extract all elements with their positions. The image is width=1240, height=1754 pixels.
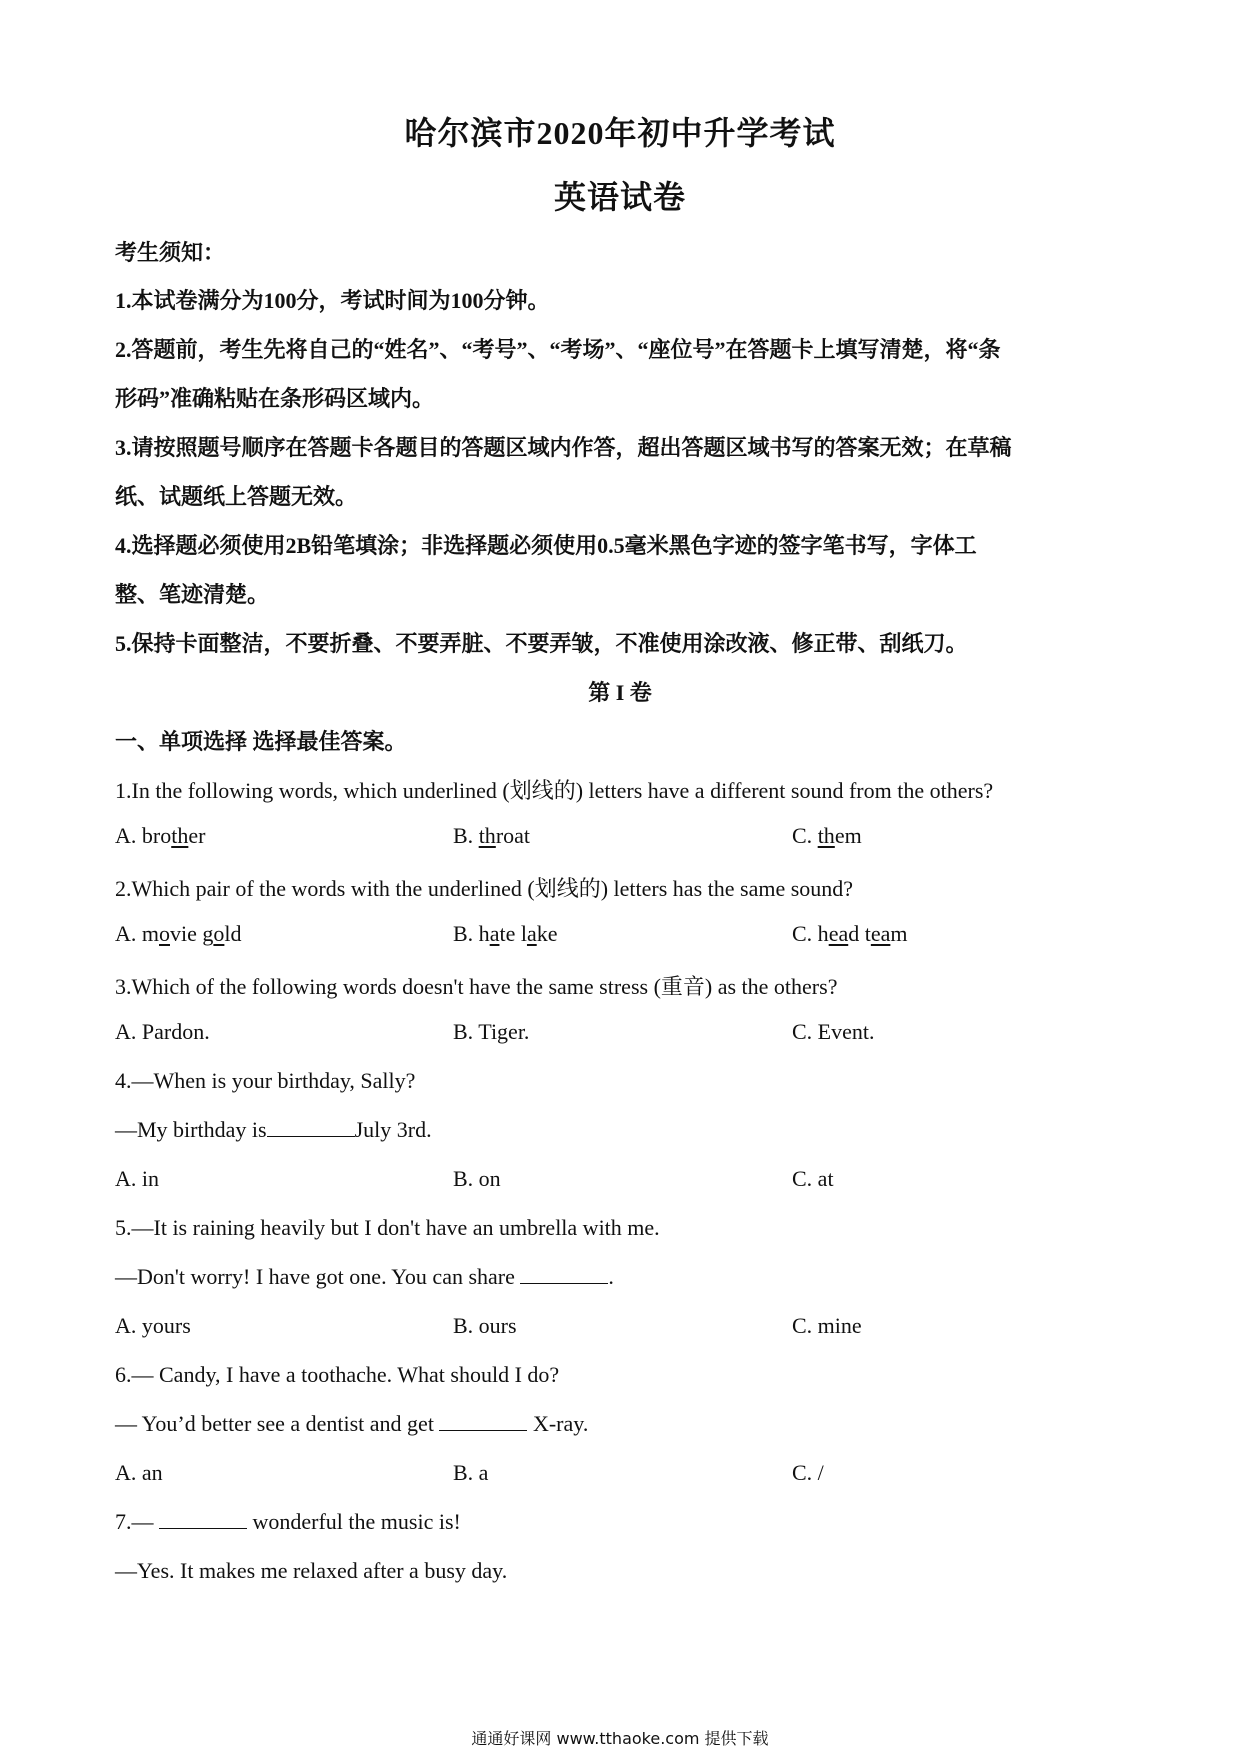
section-heading: 一、单项选择 选择最佳答案。 <box>115 729 407 754</box>
q4-option-a: A. in <box>115 1166 159 1191</box>
q5-option-a: A. yours <box>115 1313 191 1338</box>
q3-option-a: A. Pardon. <box>115 1019 210 1044</box>
question-6-line-1: 6.— Candy, I have a toothache. What should I do? <box>115 1362 560 1387</box>
answer-blank <box>267 1118 355 1137</box>
question-3-stem: 3.Which of the following words doesn't have the same stress (重音) as the others? <box>115 974 838 999</box>
q2-option-b: B. hate lake <box>453 921 558 946</box>
notice-item: 5.保持卡面整洁，不要折叠、不要弄脏、不要弄皱，不准使用涂改液、修正带、刮纸刀。 <box>115 631 968 656</box>
question-4-line-1: 4.—When is your birthday, Sally? <box>115 1068 416 1093</box>
notice-item: 2.答题前，考生先将自己的“姓名”、“考号”、“考场”、“座位号”在答题卡上填写清楚，将“条 <box>115 337 1001 362</box>
q6-option-c: C. / <box>792 1460 824 1485</box>
q4-option-b: B. on <box>453 1166 501 1191</box>
answer-blank <box>520 1265 608 1284</box>
question-7-line-1: 7.— wonderful the music is! <box>115 1509 461 1534</box>
q1-option-b: B. throat <box>453 823 531 848</box>
notice-item: 形码”准确粘贴在条形码区域内。 <box>115 386 435 411</box>
question-7-line-2: —Yes. It makes me relaxed after a busy day. <box>115 1558 508 1583</box>
answer-blank <box>159 1510 247 1529</box>
answer-blank <box>439 1412 527 1431</box>
q3-option-c: C. Event. <box>792 1019 875 1044</box>
q6-option-b: B. a <box>453 1460 489 1485</box>
notice-item: 纸、试题纸上答题无效。 <box>115 484 358 509</box>
notice-item: 整、笔迹清楚。 <box>115 582 270 607</box>
notice-item: 4.选择题必须使用2B铅笔填涂；非选择题必须使用0.5毫米黑色字迹的签字笔书写，字体工 <box>115 533 977 558</box>
notice-item: 3.请按照题号顺序在答题卡各题目的答题区域内作答，超出答题区域书写的答案无效；在草稿 <box>115 435 1012 460</box>
question-5-line-1: 5.—It is raining heavily but I don't have an umbrella with me. <box>115 1215 660 1240</box>
q4-option-c: C. at <box>792 1166 834 1191</box>
question-1-stem: 1.In the following words, which underlined (划线的) letters have a different sound from the others? <box>115 778 994 803</box>
q2-option-c: C. head team <box>792 921 908 946</box>
page-footer: 通通好课网 www.tthaoke.com 提供下载 <box>471 1729 769 1748</box>
q6-option-a: A. an <box>115 1460 163 1485</box>
q5-option-c: C. mine <box>792 1313 862 1338</box>
notice-item: 1.本试卷满分为100分，考试时间为100分钟。 <box>115 288 550 313</box>
notice-heading: 考生须知： <box>115 240 226 265</box>
q5-option-b: B. ours <box>453 1313 517 1338</box>
exam-subtitle: 英语试卷 <box>553 179 686 215</box>
exam-title: 哈尔滨市2020年初中升学考试 <box>404 115 836 151</box>
question-4-line-2: —My birthday is July 3rd. <box>115 1117 432 1142</box>
q1-option-a: A. brother <box>115 823 206 848</box>
question-5-line-2: —Don't worry! I have got one. You can share . <box>115 1264 614 1289</box>
question-2-stem: 2.Which pair of the words with the underlined (划线的) letters has the same sound? <box>115 876 854 901</box>
part-label: 第 I 卷 <box>588 680 652 705</box>
q1-option-c: C. them <box>792 823 862 848</box>
question-6-line-2: — You’d better see a dentist and get X-ray. <box>115 1411 589 1436</box>
q2-option-a: A. movie gold <box>115 921 242 946</box>
q3-option-b: B. Tiger. <box>453 1019 530 1044</box>
